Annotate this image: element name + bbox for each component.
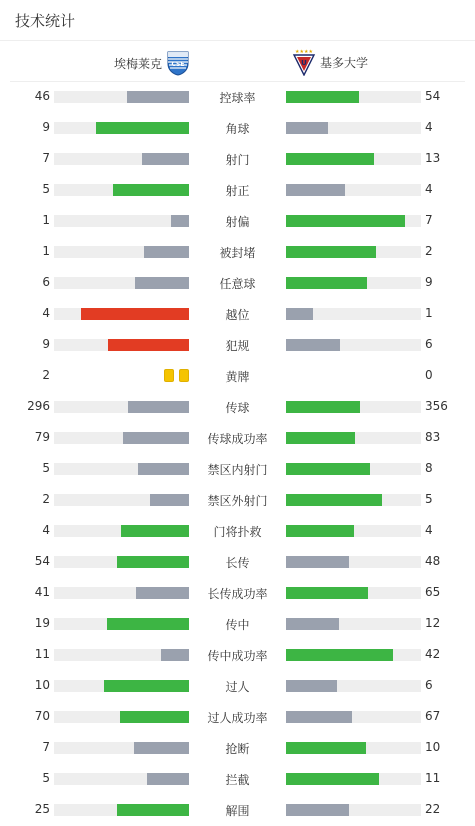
away-stat-bar-fill xyxy=(286,277,367,289)
home-stat-bar-fill xyxy=(171,215,189,227)
away-stat-bar xyxy=(286,494,421,506)
home-stat-bar-fill xyxy=(135,277,189,289)
away-stat-bar-fill xyxy=(286,91,359,103)
home-stat-value: 2 xyxy=(42,368,50,382)
home-stat-value: 1 xyxy=(42,244,50,258)
stat-row xyxy=(0,205,475,236)
away-stat-bar xyxy=(286,742,421,754)
stat-label: 过人 xyxy=(225,680,250,694)
away-stat-bar-fill xyxy=(286,401,360,413)
away-stat-value: 42 xyxy=(425,647,441,661)
stat-label: 角球 xyxy=(225,122,250,136)
stat-row xyxy=(0,484,475,515)
home-stat-bar-fill xyxy=(127,91,189,103)
home-stat-bar xyxy=(54,587,189,599)
home-stat-bar xyxy=(54,463,189,475)
home-stat-bar-fill xyxy=(138,463,189,475)
away-stat-bar xyxy=(286,587,421,599)
stat-label: 射偏 xyxy=(225,215,250,229)
stat-row xyxy=(0,515,475,546)
away-stat-bar-fill xyxy=(286,680,337,692)
home-stat-bar xyxy=(54,773,189,785)
away-stat-value: 8 xyxy=(425,461,433,475)
away-stat-value: 1 xyxy=(425,306,433,320)
away-stat-bar-fill xyxy=(286,339,340,351)
stat-row xyxy=(0,763,475,794)
stat-label: 传中成功率 xyxy=(207,649,268,663)
away-stat-bar xyxy=(286,277,421,289)
home-stat-bar-fill xyxy=(123,432,189,444)
away-team[interactable] xyxy=(292,48,368,76)
away-stat-bar xyxy=(286,401,421,413)
away-stat-bar-fill xyxy=(286,587,368,599)
away-stat-value: 4 xyxy=(425,523,433,537)
home-badge-lettering: CSE xyxy=(171,61,185,68)
stat-label: 射门 xyxy=(225,153,250,167)
home-stat-bar-fill xyxy=(121,525,189,537)
away-stat-value: 2 xyxy=(425,244,433,258)
stat-label: 射正 xyxy=(225,184,250,198)
away-stat-bar-fill xyxy=(286,246,376,258)
stat-label: 解围 xyxy=(225,804,250,818)
away-stat-value: 67 xyxy=(425,709,441,723)
home-stat-bar xyxy=(54,153,189,165)
home-stat-value: 25 xyxy=(34,802,50,816)
away-stat-bar-fill xyxy=(286,618,339,630)
away-badge-lettering: U xyxy=(301,59,307,67)
home-stat-bar-fill xyxy=(104,680,189,692)
away-stat-value: 54 xyxy=(425,89,441,103)
stat-row xyxy=(0,360,475,391)
away-stat-bar-fill xyxy=(286,432,355,444)
away-stat-bar xyxy=(286,556,421,568)
away-stat-bar xyxy=(286,680,421,692)
stat-row xyxy=(0,143,475,174)
home-stat-value: 1 xyxy=(42,213,50,227)
away-stat-bar xyxy=(286,246,421,258)
away-team-badge-icon xyxy=(292,48,316,76)
home-stat-value: 4 xyxy=(42,306,50,320)
home-stat-bar-fill xyxy=(136,587,189,599)
home-stat-bar xyxy=(54,122,189,134)
away-stat-bar-fill xyxy=(286,308,313,320)
home-stat-bar-fill xyxy=(113,184,189,196)
stat-label: 越位 xyxy=(225,308,250,322)
home-team-badge-icon xyxy=(166,50,190,76)
stat-label: 拦截 xyxy=(225,773,250,787)
away-stat-bar xyxy=(286,184,421,196)
home-stat-bar xyxy=(54,742,189,754)
home-stat-value: 46 xyxy=(34,89,50,103)
home-stat-bar-fill xyxy=(147,773,189,785)
yellow-card-icon xyxy=(179,369,189,382)
stat-row xyxy=(0,670,475,701)
stat-label: 禁区外射门 xyxy=(207,494,268,508)
home-stat-bar xyxy=(54,680,189,692)
away-team-name: 基多大学 xyxy=(320,55,369,70)
stat-row xyxy=(0,391,475,422)
yellow-card-icon xyxy=(164,369,174,382)
home-stat-bar xyxy=(54,556,189,568)
home-stat-value: 296 xyxy=(27,399,50,413)
home-stat-value: 54 xyxy=(34,554,50,568)
stat-label: 长传 xyxy=(225,556,250,570)
home-stat-value: 41 xyxy=(34,585,50,599)
away-stat-bar xyxy=(286,711,421,723)
away-stat-value: 0 xyxy=(425,368,433,382)
home-stat-bar xyxy=(54,184,189,196)
home-stat-value: 11 xyxy=(34,647,50,661)
home-stat-value: 4 xyxy=(42,523,50,537)
away-stat-bar-fill xyxy=(286,494,382,506)
stat-label: 传球成功率 xyxy=(207,432,268,446)
stat-label: 传球 xyxy=(225,401,250,415)
away-stat-value: 10 xyxy=(425,740,441,754)
away-stat-bar xyxy=(286,91,421,103)
away-stat-value: 11 xyxy=(425,771,441,785)
stat-label: 长传成功率 xyxy=(207,587,268,601)
home-stat-bar-fill xyxy=(142,153,189,165)
home-team[interactable] xyxy=(114,50,190,76)
away-stat-bar xyxy=(286,122,421,134)
away-stat-bar xyxy=(286,339,421,351)
away-stat-bar xyxy=(286,432,421,444)
away-stat-value: 83 xyxy=(425,430,441,444)
home-stat-bar-fill xyxy=(134,742,189,754)
stat-row xyxy=(0,577,475,608)
svg-text:★★★★: ★★★★ xyxy=(295,49,313,55)
home-stat-bar xyxy=(54,91,189,103)
stat-row xyxy=(0,298,475,329)
section-title: 技术统计 xyxy=(15,12,76,30)
home-stat-value: 70 xyxy=(34,709,50,723)
away-stat-value: 48 xyxy=(425,554,441,568)
away-stat-value: 7 xyxy=(425,213,433,227)
away-stat-bar xyxy=(286,463,421,475)
stat-row xyxy=(0,422,475,453)
away-stat-bar xyxy=(286,773,421,785)
home-stat-bar-fill xyxy=(120,711,189,723)
away-stat-value: 9 xyxy=(425,275,433,289)
away-stat-value: 12 xyxy=(425,616,441,630)
home-stat-bar-fill xyxy=(128,401,189,413)
home-stat-bar xyxy=(54,525,189,537)
away-stat-bar-fill xyxy=(286,153,374,165)
away-stat-value: 356 xyxy=(425,399,448,413)
home-stat-bar-fill xyxy=(150,494,189,506)
away-stat-bar xyxy=(286,525,421,537)
away-stat-bar xyxy=(286,804,421,816)
home-stat-bar xyxy=(54,339,189,351)
home-stat-value: 7 xyxy=(42,151,50,165)
home-stat-value: 9 xyxy=(42,337,50,351)
home-stat-bar-fill xyxy=(161,649,189,661)
away-stat-bar-fill xyxy=(286,773,379,785)
stat-row xyxy=(0,453,475,484)
home-stat-bar xyxy=(54,308,189,320)
stat-row xyxy=(0,546,475,577)
stat-row xyxy=(0,267,475,298)
away-stat-bar-fill xyxy=(286,463,370,475)
home-stat-value: 2 xyxy=(42,492,50,506)
stats-table xyxy=(0,81,475,825)
home-stat-value: 10 xyxy=(34,678,50,692)
stat-row xyxy=(0,732,475,763)
home-stat-bar xyxy=(54,711,189,723)
home-stat-value: 19 xyxy=(34,616,50,630)
home-stat-bar-fill xyxy=(108,339,189,351)
team-header xyxy=(0,41,475,81)
home-stat-bar xyxy=(54,277,189,289)
home-stat-bar xyxy=(54,401,189,413)
away-stat-value: 22 xyxy=(425,802,441,816)
away-stat-bar-fill xyxy=(286,215,405,227)
stat-label: 抢断 xyxy=(225,742,250,756)
stat-row xyxy=(0,701,475,732)
stat-row xyxy=(0,639,475,670)
stat-label: 任意球 xyxy=(219,277,256,291)
home-stat-value: 5 xyxy=(42,182,50,196)
away-stat-bar-fill xyxy=(286,649,393,661)
away-stat-bar-fill xyxy=(286,122,328,134)
away-stat-bar xyxy=(286,153,421,165)
home-stat-bar-fill xyxy=(144,246,189,258)
home-stat-bar-fill xyxy=(117,556,189,568)
away-stat-value: 5 xyxy=(425,492,433,506)
home-stat-bar xyxy=(54,649,189,661)
home-stat-value: 5 xyxy=(42,771,50,785)
home-yellow-cards xyxy=(54,369,189,383)
away-stat-bar-fill xyxy=(286,804,349,816)
home-stat-bar xyxy=(54,804,189,816)
home-stat-bar-fill xyxy=(81,308,189,320)
away-stat-value: 6 xyxy=(425,678,433,692)
home-stat-bar xyxy=(54,215,189,227)
stat-label: 控球率 xyxy=(219,91,256,105)
away-stat-bar-fill xyxy=(286,184,345,196)
stat-row xyxy=(0,112,475,143)
home-stat-bar-fill xyxy=(117,804,189,816)
away-stat-value: 4 xyxy=(425,182,433,196)
home-stat-bar xyxy=(54,246,189,258)
home-stat-value: 6 xyxy=(42,275,50,289)
away-stat-bar-fill xyxy=(286,742,366,754)
home-stat-value: 7 xyxy=(42,740,50,754)
home-stat-bar-fill xyxy=(96,122,189,134)
stat-label: 禁区内射门 xyxy=(207,463,268,477)
away-stat-bar-fill xyxy=(286,556,349,568)
stat-row xyxy=(0,794,475,825)
stat-row xyxy=(0,174,475,205)
away-stat-value: 13 xyxy=(425,151,441,165)
home-stat-value: 79 xyxy=(34,430,50,444)
stat-row xyxy=(0,329,475,360)
home-team-name: 埃梅莱克 xyxy=(113,56,162,71)
home-stat-value: 5 xyxy=(42,461,50,475)
away-stat-bar xyxy=(286,308,421,320)
home-stat-bar xyxy=(54,432,189,444)
stat-label: 犯规 xyxy=(225,339,250,353)
away-stat-value: 4 xyxy=(425,120,433,134)
stat-label: 过人成功率 xyxy=(207,711,268,725)
away-stat-value: 65 xyxy=(425,585,441,599)
stat-row xyxy=(0,236,475,267)
home-stat-bar-fill xyxy=(107,618,189,630)
stat-row xyxy=(0,81,475,112)
stat-label: 传中 xyxy=(225,618,250,632)
stat-label: 黄牌 xyxy=(225,370,250,384)
stat-label: 门将扑救 xyxy=(213,525,262,539)
away-stat-bar-fill xyxy=(286,711,352,723)
home-stat-value: 9 xyxy=(42,120,50,134)
away-stat-bar xyxy=(286,649,421,661)
home-stat-bar xyxy=(54,494,189,506)
away-stat-value: 6 xyxy=(425,337,433,351)
stat-label: 被封堵 xyxy=(219,246,256,260)
away-stat-bar xyxy=(286,215,421,227)
away-stat-bar-fill xyxy=(286,525,354,537)
home-stat-bar xyxy=(54,618,189,630)
away-stat-bar xyxy=(286,618,421,630)
stat-row xyxy=(0,608,475,639)
